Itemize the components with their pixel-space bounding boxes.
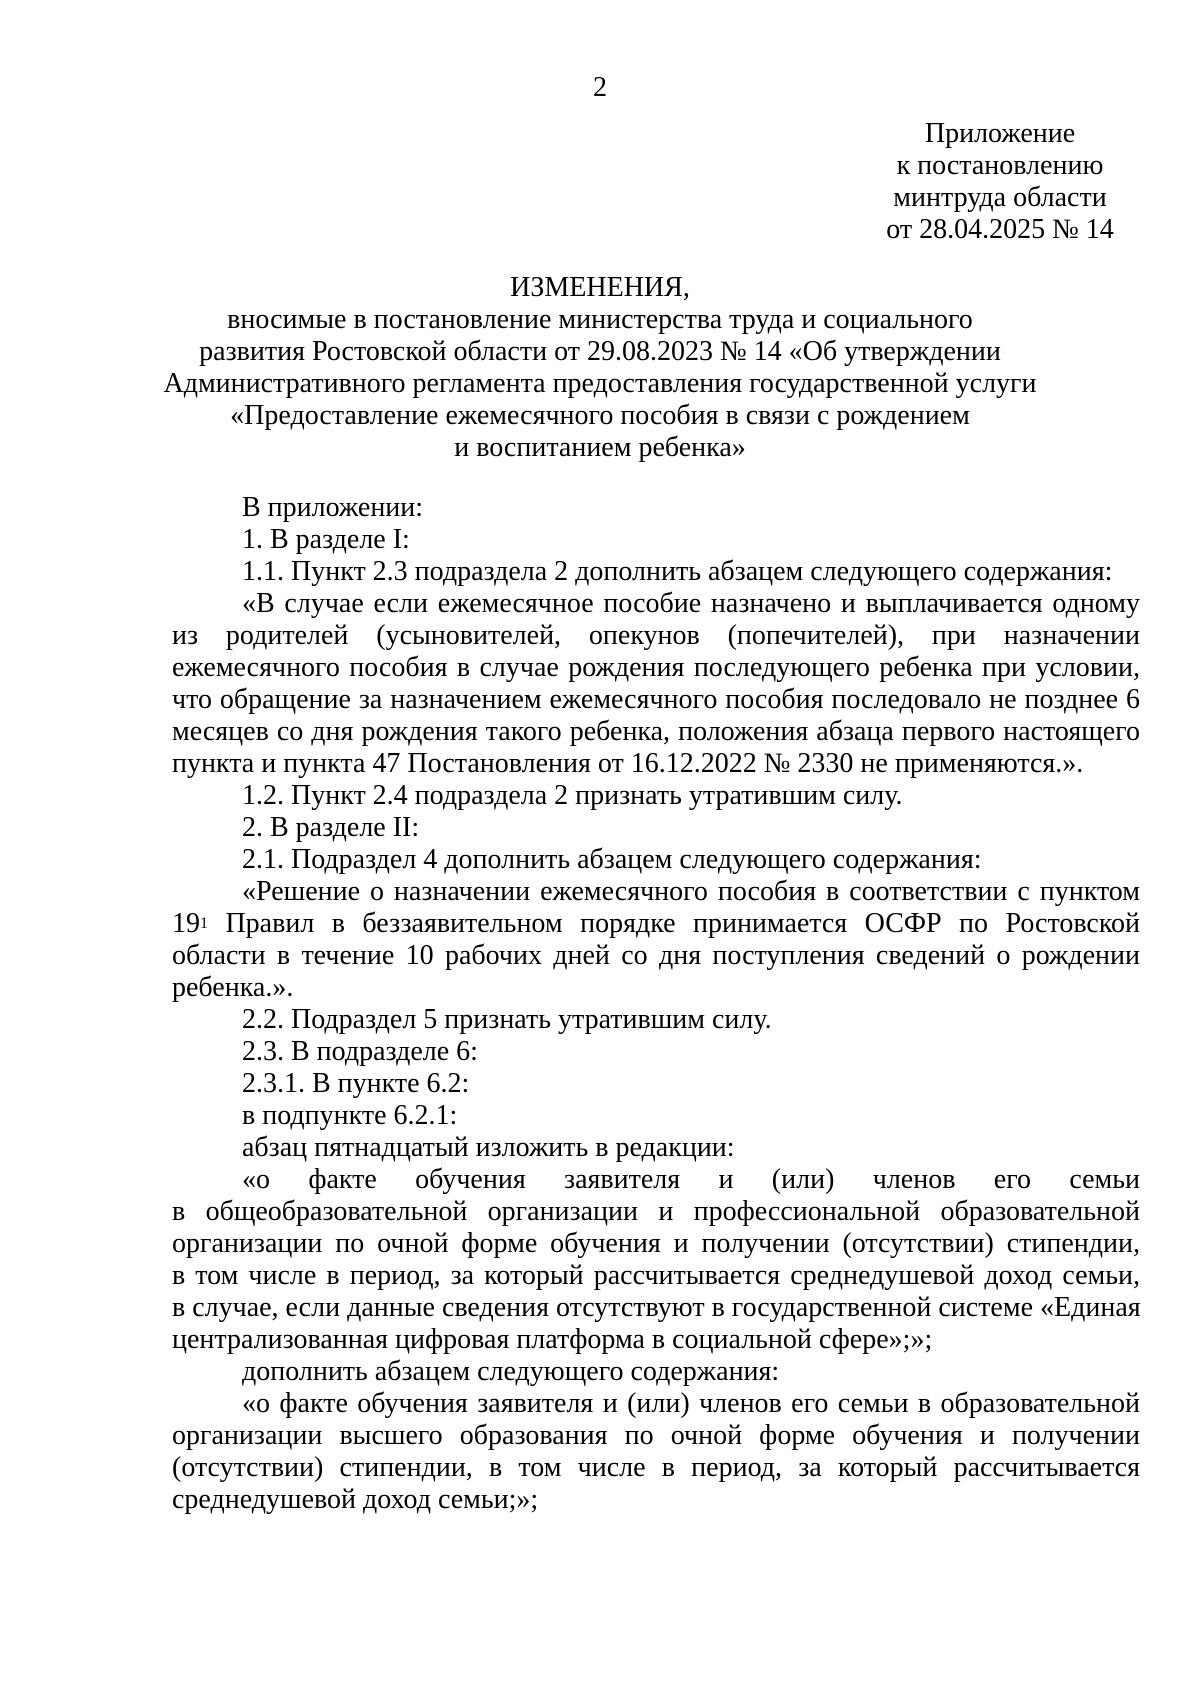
body-line <box>172 908 1140 940</box>
body-line: пункта и пункта 47 Постановления от 16.12.2022 № 2330 не применяются.». <box>172 748 1084 779</box>
subtitle-line: «Предоставление ежемесячного пособия в связи с рождением <box>230 400 970 431</box>
body-line: ребенка.». <box>172 972 294 1003</box>
body-line: 1. В разделе I: <box>242 524 410 555</box>
body-line: в подпункте 6.2.1: <box>242 1100 458 1131</box>
body-line: «В случае если ежемесячное пособие назначено и выплачивается одному <box>242 588 1140 619</box>
body-line: области в течение 10 рабочих дней со дня поступления сведений о рождении <box>172 940 1140 971</box>
subtitle-line: и воспитанием ребенка» <box>454 432 746 463</box>
superscript-index: 1 <box>200 915 208 932</box>
body-line-rest: Правил в беззаявительном порядке принимается ОСФР по Ростовской <box>208 908 1140 939</box>
body-line: 1.2. Пункт 2.4 подраздела 2 признать утратившим силу. <box>242 780 903 811</box>
body-line: организации высшего образования по очной форме обучения и получении <box>172 1420 1140 1451</box>
body-line: «о факте обучения заявителя и (или) членов его семьи в образовательной <box>242 1388 1140 1419</box>
body-line: ежемесячного пособия в случае рождения последующего ребенка при условии, <box>172 652 1140 683</box>
appendix-line: Приложение <box>924 118 1076 149</box>
document-title: ИЗМЕНЕНИЯ, <box>510 272 690 303</box>
body-line: из родителей (усыновителей, опекунов (попечителей), при назначении <box>172 620 1140 651</box>
body-line: централизованная цифровая платформа в социальной сфере»;»; <box>172 1324 933 1355</box>
appendix-line: минтруда области <box>893 182 1107 213</box>
rule-number: 19 <box>172 908 200 939</box>
body-line: в случае, если данные сведения отсутствуют в государственной системе «Единая <box>172 1292 1141 1323</box>
page-number: 2 <box>593 72 607 103</box>
body-line: 2.3.1. В пункте 6.2: <box>242 1068 470 1099</box>
body-line: дополнить абзацем следующего содержания: <box>242 1356 780 1387</box>
body-line: 2.1. Подраздел 4 дополнить абзацем следующего содержания: <box>242 844 982 875</box>
body-line: в общеобразовательной организации и профессиональной образовательной <box>172 1196 1140 1227</box>
body-line: организации по очной форме обучения и получении (отсутствии) стипендии, <box>172 1228 1140 1259</box>
body-line: В приложении: <box>242 492 424 523</box>
body-line: 1.1. Пункт 2.3 подраздела 2 дополнить абзацем следующего содержания: <box>242 556 1113 587</box>
body-line: абзац пятнадцатый изложить в редакции: <box>242 1132 735 1163</box>
body-line: среднедушевой доход семьи;»; <box>172 1484 539 1515</box>
appendix-line: к постановлению <box>896 150 1104 181</box>
body-line: 2.2. Подраздел 5 признать утратившим силу. <box>242 1004 772 1035</box>
appendix-line: от 28.04.2025 № 14 <box>886 214 1114 245</box>
body-line: что обращение за назначением ежемесячного пособия последовало не позднее 6 <box>172 684 1140 715</box>
body-line: (отсутствии) стипендии, в том числе в период, за который рассчитывается <box>172 1452 1140 1483</box>
subtitle-line: вносимые в постановление министерства труда и социального <box>227 304 973 335</box>
body-line: «о факте обучения заявителя и (или) членов его семьи <box>242 1164 1140 1195</box>
body-line: месяцев со дня рождения такого ребенка, положения абзаца первого настоящего <box>172 716 1140 747</box>
body-line: в том числе в период, за который рассчитывается среднедушевой доход семьи, <box>172 1260 1140 1291</box>
body-line: 2.3. В подразделе 6: <box>242 1036 478 1067</box>
body-line: «Решение о назначении ежемесячного пособия в соответствии с пунктом <box>242 876 1140 907</box>
body-line: 2. В разделе II: <box>242 812 420 843</box>
subtitle-line: развития Ростовской области от 29.08.2023 № 14 «Об утверждении <box>199 336 1001 367</box>
subtitle-line: Административного регламента предоставления государственной услуги <box>163 368 1037 399</box>
